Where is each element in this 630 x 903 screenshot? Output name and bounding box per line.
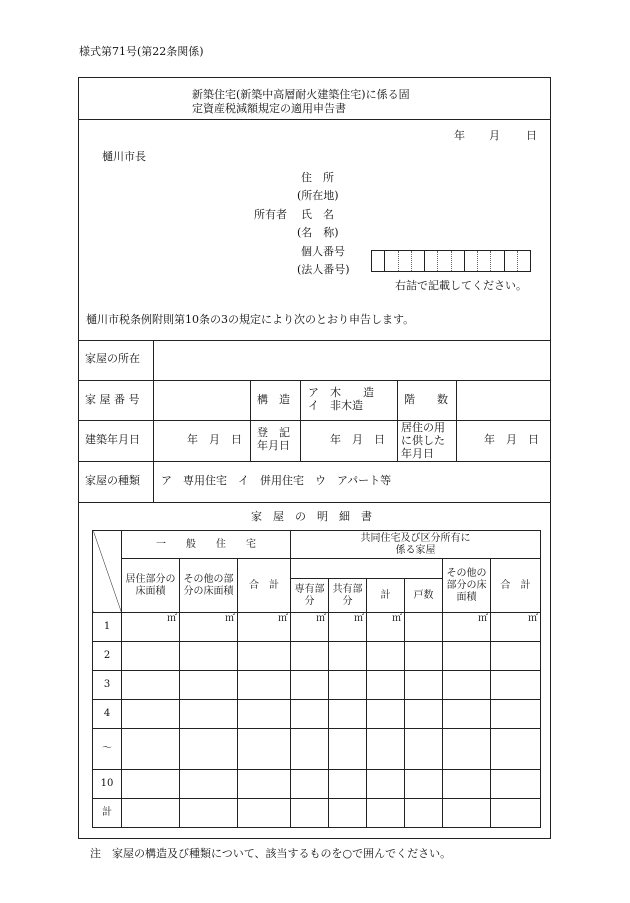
footnote: 注 家屋の構造及び種類について、該当するものを○で囲んでください。 bbox=[90, 847, 452, 860]
cell[interactable] bbox=[180, 799, 238, 828]
divider bbox=[79, 502, 550, 503]
general-header: 一 般 住 宅 bbox=[122, 531, 291, 559]
divider bbox=[79, 420, 550, 421]
cell[interactable] bbox=[329, 770, 367, 799]
cell[interactable] bbox=[122, 770, 180, 799]
cell[interactable] bbox=[491, 729, 541, 770]
build-date-label: 建築年月日 bbox=[85, 433, 140, 446]
cell[interactable] bbox=[443, 671, 491, 700]
name-sub: (名 称) bbox=[297, 226, 339, 239]
row-label: 1 bbox=[93, 613, 122, 642]
cell[interactable] bbox=[329, 671, 367, 700]
registered-label-2: 年月日 bbox=[257, 439, 290, 452]
id-sub: (法人番号) bbox=[297, 263, 350, 276]
cell[interactable] bbox=[291, 671, 329, 700]
declaration-text: 樋川市税条例附則第10条の3の規定により次のとおり申告します。 bbox=[86, 313, 415, 326]
cell[interactable] bbox=[405, 799, 443, 828]
cell[interactable] bbox=[291, 770, 329, 799]
form-title-line2: 定資産税減額規定の適用申告書 bbox=[192, 102, 346, 115]
personal-number-boxes[interactable] bbox=[371, 250, 531, 272]
unit-cell[interactable]: ㎡ bbox=[180, 613, 238, 642]
id-hint: 右詰で記載してください。 bbox=[395, 279, 527, 292]
form-frame bbox=[78, 77, 551, 839]
cell[interactable] bbox=[491, 642, 541, 671]
cell[interactable] bbox=[180, 770, 238, 799]
divider bbox=[79, 380, 550, 381]
row-label: 10 bbox=[93, 770, 122, 799]
divider bbox=[153, 461, 154, 502]
cell[interactable] bbox=[405, 700, 443, 729]
cell[interactable] bbox=[443, 642, 491, 671]
cell[interactable] bbox=[291, 642, 329, 671]
row-label: 2 bbox=[93, 642, 122, 671]
cell[interactable] bbox=[329, 729, 367, 770]
col-residence-area: 居住部分の床面積 bbox=[122, 559, 180, 613]
cell[interactable] bbox=[291, 799, 329, 828]
col-total-shared: 合 計 bbox=[491, 559, 541, 613]
unit-cell[interactable]: ㎡ bbox=[491, 613, 541, 642]
cell[interactable] bbox=[367, 642, 405, 671]
divider bbox=[153, 340, 154, 461]
col-owned-part: 専有部分 bbox=[291, 579, 329, 613]
name-label: 氏 名 bbox=[301, 208, 334, 221]
date-day: 日 bbox=[526, 129, 537, 142]
row-label: 4 bbox=[93, 700, 122, 729]
cell[interactable] bbox=[367, 700, 405, 729]
unit-cell[interactable]: ㎡ bbox=[443, 613, 491, 642]
col-units: 戸数 bbox=[405, 579, 443, 613]
cell[interactable] bbox=[238, 700, 291, 729]
structure-option-nonwood[interactable]: イ 非木造 bbox=[308, 399, 363, 412]
cell[interactable] bbox=[491, 770, 541, 799]
divider bbox=[79, 119, 550, 120]
unit-cell[interactable]: ㎡ bbox=[122, 613, 180, 642]
cell[interactable] bbox=[122, 799, 180, 828]
divider bbox=[79, 461, 550, 462]
corner-cell bbox=[93, 531, 122, 613]
col-sum: 計 bbox=[367, 579, 405, 613]
cell[interactable] bbox=[443, 799, 491, 828]
id-label: 個人番号 bbox=[301, 245, 345, 258]
build-date-value[interactable]: 年 月 日 bbox=[187, 433, 242, 446]
form-number: 様式第71号(第22条関係) bbox=[79, 45, 204, 58]
unit-cell[interactable]: ㎡ bbox=[291, 613, 329, 642]
cell[interactable] bbox=[329, 799, 367, 828]
cell[interactable] bbox=[180, 671, 238, 700]
cell[interactable] bbox=[367, 671, 405, 700]
structure-label: 構 造 bbox=[257, 393, 290, 406]
house-location-label: 家屋の所在 bbox=[85, 352, 140, 365]
unit-cell[interactable]: ㎡ bbox=[367, 613, 405, 642]
shared-header-line2: 係る家屋 bbox=[395, 544, 436, 556]
cell[interactable] bbox=[367, 729, 405, 770]
units-cell[interactable] bbox=[405, 613, 443, 642]
cell[interactable] bbox=[443, 700, 491, 729]
cell[interactable] bbox=[443, 729, 491, 770]
cell[interactable] bbox=[122, 642, 180, 671]
registered-label-1: 登 記 bbox=[257, 426, 290, 439]
addressee: 樋川市長 bbox=[102, 150, 146, 163]
cell[interactable] bbox=[405, 642, 443, 671]
cell[interactable] bbox=[367, 770, 405, 799]
cell[interactable] bbox=[180, 729, 238, 770]
cell[interactable] bbox=[122, 700, 180, 729]
registered-date-value[interactable]: 年 月 日 bbox=[330, 433, 385, 446]
cell[interactable] bbox=[405, 729, 443, 770]
cell[interactable] bbox=[122, 671, 180, 700]
date-month: 月 bbox=[489, 129, 500, 142]
house-type-options[interactable]: ア 専用住宅 イ 併用住宅 ウ アパート等 bbox=[161, 474, 392, 487]
cell[interactable] bbox=[238, 799, 291, 828]
floors-label: 階 数 bbox=[404, 393, 448, 406]
col-other-area: その他の部分の床面積 bbox=[180, 559, 238, 613]
date-year: 年 bbox=[454, 129, 465, 142]
cell[interactable] bbox=[238, 642, 291, 671]
row-label: 計 bbox=[93, 799, 122, 828]
owner-label: 所有者 bbox=[254, 208, 287, 221]
unit-cell[interactable]: ㎡ bbox=[238, 613, 291, 642]
cell[interactable] bbox=[491, 671, 541, 700]
divider bbox=[79, 340, 550, 341]
cell[interactable] bbox=[238, 671, 291, 700]
cell[interactable] bbox=[367, 799, 405, 828]
residence-label-2: に供した bbox=[401, 434, 445, 447]
cell[interactable] bbox=[238, 729, 291, 770]
row-label: 〜 bbox=[93, 729, 122, 770]
detail-table bbox=[92, 530, 541, 828]
address-label: 住 所 bbox=[301, 171, 334, 184]
cell[interactable] bbox=[180, 700, 238, 729]
residence-date-value[interactable]: 年 月 日 bbox=[484, 433, 539, 446]
shared-header bbox=[291, 531, 541, 559]
house-number-label: 家 屋 番 号 bbox=[85, 393, 140, 406]
cell[interactable] bbox=[491, 799, 541, 828]
shared-header-line1: 共同住宅及び区分所有に bbox=[360, 532, 471, 544]
cell[interactable] bbox=[329, 642, 367, 671]
house-type-label: 家屋の種類 bbox=[85, 474, 140, 487]
cell[interactable] bbox=[180, 642, 238, 671]
residence-label-3: 年月日 bbox=[401, 447, 434, 460]
cell[interactable] bbox=[329, 700, 367, 729]
cell[interactable] bbox=[238, 770, 291, 799]
structure-option-wood[interactable]: ア 木 造 bbox=[308, 386, 374, 399]
detail-title: 家 屋 の 明 細 書 bbox=[251, 510, 372, 523]
cell[interactable] bbox=[291, 729, 329, 770]
cell[interactable] bbox=[122, 729, 180, 770]
cell[interactable] bbox=[491, 700, 541, 729]
col-other-area-shared: その他の部分の床面積 bbox=[443, 559, 491, 613]
shared-subheader-blank bbox=[291, 559, 443, 579]
unit-cell[interactable]: ㎡ bbox=[329, 613, 367, 642]
residence-label-1: 居住の用 bbox=[401, 421, 445, 434]
cell[interactable] bbox=[291, 700, 329, 729]
row-label: 3 bbox=[93, 671, 122, 700]
cell[interactable] bbox=[405, 770, 443, 799]
form-title-line1: 新築住宅(新築中高層耐火建築住宅)に係る固 bbox=[192, 88, 410, 101]
address-sub: (所在地) bbox=[297, 189, 339, 202]
cell[interactable] bbox=[443, 770, 491, 799]
cell[interactable] bbox=[405, 671, 443, 700]
col-common-part: 共有部分 bbox=[329, 579, 367, 613]
col-total: 合 計 bbox=[238, 559, 291, 613]
